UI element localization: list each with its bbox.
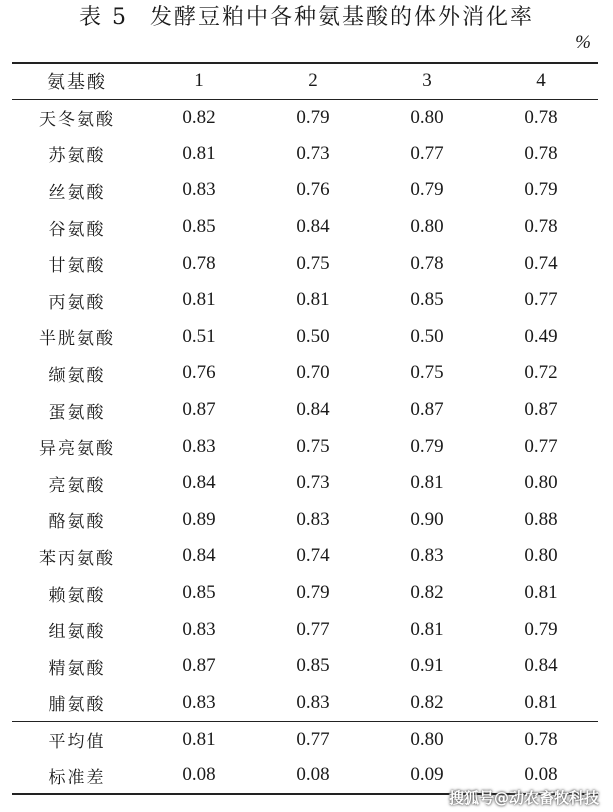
value-cell: 0.75	[410, 362, 444, 384]
value-cell: 0.84	[524, 655, 558, 677]
value-cell: 0.77	[410, 142, 444, 164]
value-cell: 0.81	[142, 721, 256, 758]
value-cell: 0.78	[524, 216, 558, 238]
value-cell: 0.87	[410, 399, 444, 421]
value-cell: 0.78	[484, 721, 598, 758]
value-cell: 0.80	[524, 545, 558, 567]
value-cell: 0.87	[182, 399, 216, 421]
value-cell: 0.75	[296, 252, 330, 274]
row-label: 丝氨酸	[48, 182, 106, 203]
value-cell: 0.81	[296, 289, 330, 311]
table-row	[12, 172, 598, 209]
table-title	[0, 2, 613, 34]
value-cell: 0.84	[296, 216, 330, 238]
stats-row	[12, 721, 598, 758]
row-label: 谷氨酸	[48, 219, 106, 240]
table-row	[12, 538, 598, 575]
value-cell: 0.81	[182, 289, 216, 311]
row-label: 标准差	[12, 758, 142, 795]
value-cell: 0.77	[296, 618, 330, 640]
value-cell: 0.77	[256, 721, 370, 758]
row-label: 苯丙氨酸	[39, 548, 115, 569]
value-cell: 0.77	[524, 289, 558, 311]
table-row	[12, 99, 598, 136]
table-row	[12, 392, 598, 429]
header-col-4: 4	[484, 63, 598, 99]
value-cell: 0.87	[182, 655, 216, 677]
row-label: 赖氨酸	[48, 585, 106, 606]
table-row	[12, 648, 598, 685]
value-cell: 0.50	[410, 325, 444, 347]
value-cell: 0.73	[296, 472, 330, 494]
value-cell: 0.73	[296, 142, 330, 164]
value-cell: 0.79	[524, 618, 558, 640]
row-label: 组氨酸	[48, 622, 106, 643]
value-cell: 0.74	[524, 252, 558, 274]
value-cell: 0.79	[296, 582, 330, 604]
value-cell: 0.91	[410, 655, 444, 677]
row-label: 苏氨酸	[48, 146, 106, 167]
value-cell: 0.79	[410, 179, 444, 201]
value-cell: 0.83	[182, 435, 216, 457]
table-row	[12, 136, 598, 173]
value-cell: 0.85	[410, 289, 444, 311]
table-row	[12, 465, 598, 502]
value-cell: 0.74	[296, 545, 330, 567]
value-cell: 0.78	[524, 106, 558, 128]
value-cell: 0.78	[524, 142, 558, 164]
table-row	[12, 245, 598, 282]
value-cell: 0.84	[296, 399, 330, 421]
value-cell: 0.81	[410, 472, 444, 494]
table-row	[12, 355, 598, 392]
row-label: 缬氨酸	[48, 365, 106, 386]
header-row	[12, 63, 598, 99]
watermark: 搜狐号@动农畜牧科技	[448, 789, 599, 807]
row-label: 半胱氨酸	[39, 329, 115, 350]
table-row	[12, 611, 598, 648]
row-label: 蛋氨酸	[48, 402, 106, 423]
value-cell: 0.83	[182, 179, 216, 201]
value-cell: 0.84	[182, 545, 216, 567]
value-cell: 0.80	[410, 106, 444, 128]
value-cell: 0.75	[296, 435, 330, 457]
value-cell: 0.83	[410, 545, 444, 567]
table-row	[12, 685, 598, 722]
row-label: 丙氨酸	[48, 292, 106, 313]
value-cell: 0.88	[524, 508, 558, 530]
value-cell: 0.09	[370, 758, 484, 795]
value-cell: 0.81	[182, 142, 216, 164]
row-label: 平均值	[12, 721, 142, 758]
value-cell: 0.72	[524, 362, 558, 384]
digestibility-table	[12, 62, 598, 795]
value-cell: 0.83	[182, 691, 216, 713]
value-cell: 0.51	[182, 325, 216, 347]
value-cell: 0.85	[296, 655, 330, 677]
value-cell: 0.76	[296, 179, 330, 201]
value-cell: 0.81	[524, 691, 558, 713]
value-cell: 0.79	[410, 435, 444, 457]
value-cell: 0.08	[256, 758, 370, 795]
value-cell: 0.49	[524, 325, 558, 347]
row-label: 精氨酸	[48, 658, 106, 679]
value-cell: 0.89	[182, 508, 216, 530]
row-label: 天冬氨酸	[39, 110, 115, 131]
value-cell: 0.83	[296, 508, 330, 530]
header-amino-acid: 氨基酸	[12, 63, 142, 99]
value-cell: 0.82	[410, 691, 444, 713]
header-col-2: 2	[256, 63, 370, 99]
header-col-3: 3	[370, 63, 484, 99]
table-row	[12, 282, 598, 319]
value-cell: 0.08	[142, 758, 256, 795]
value-cell: 0.80	[370, 721, 484, 758]
row-label: 亮氨酸	[48, 475, 106, 496]
row-label: 异亮氨酸	[39, 439, 115, 460]
value-cell: 0.79	[296, 106, 330, 128]
value-cell: 0.77	[524, 435, 558, 457]
table-row	[12, 575, 598, 612]
table-body	[12, 99, 598, 721]
value-cell: 0.82	[410, 582, 444, 604]
value-cell: 0.80	[524, 472, 558, 494]
table-row	[12, 319, 598, 356]
value-cell: 0.08	[484, 758, 598, 795]
value-cell: 0.87	[524, 399, 558, 421]
table-caption: 发酵豆粕中各种氨基酸的体外消化率	[149, 5, 534, 30]
value-cell: 0.78	[182, 252, 216, 274]
table-number: 表 5	[78, 5, 128, 30]
value-cell: 0.79	[524, 179, 558, 201]
table-row	[12, 428, 598, 465]
row-label: 脯氨酸	[48, 695, 106, 716]
value-cell: 0.83	[182, 618, 216, 640]
table-row	[12, 502, 598, 539]
value-cell: 0.84	[182, 472, 216, 494]
header-col-1: 1	[142, 63, 256, 99]
value-cell: 0.82	[182, 106, 216, 128]
value-cell: 0.81	[410, 618, 444, 640]
value-cell: 0.81	[524, 582, 558, 604]
table-row	[12, 209, 598, 246]
value-cell: 0.83	[296, 691, 330, 713]
value-cell: 0.90	[410, 508, 444, 530]
value-cell: 0.78	[410, 252, 444, 274]
value-cell: 0.50	[296, 325, 330, 347]
value-cell: 0.76	[182, 362, 216, 384]
row-label: 酪氨酸	[48, 512, 106, 533]
value-cell: 0.80	[410, 216, 444, 238]
row-label: 甘氨酸	[48, 256, 106, 277]
value-cell: 0.85	[182, 216, 216, 238]
table-stats	[12, 721, 598, 794]
value-cell: 0.85	[182, 582, 216, 604]
unit-label: %	[575, 32, 591, 53]
value-cell: 0.70	[296, 362, 330, 384]
